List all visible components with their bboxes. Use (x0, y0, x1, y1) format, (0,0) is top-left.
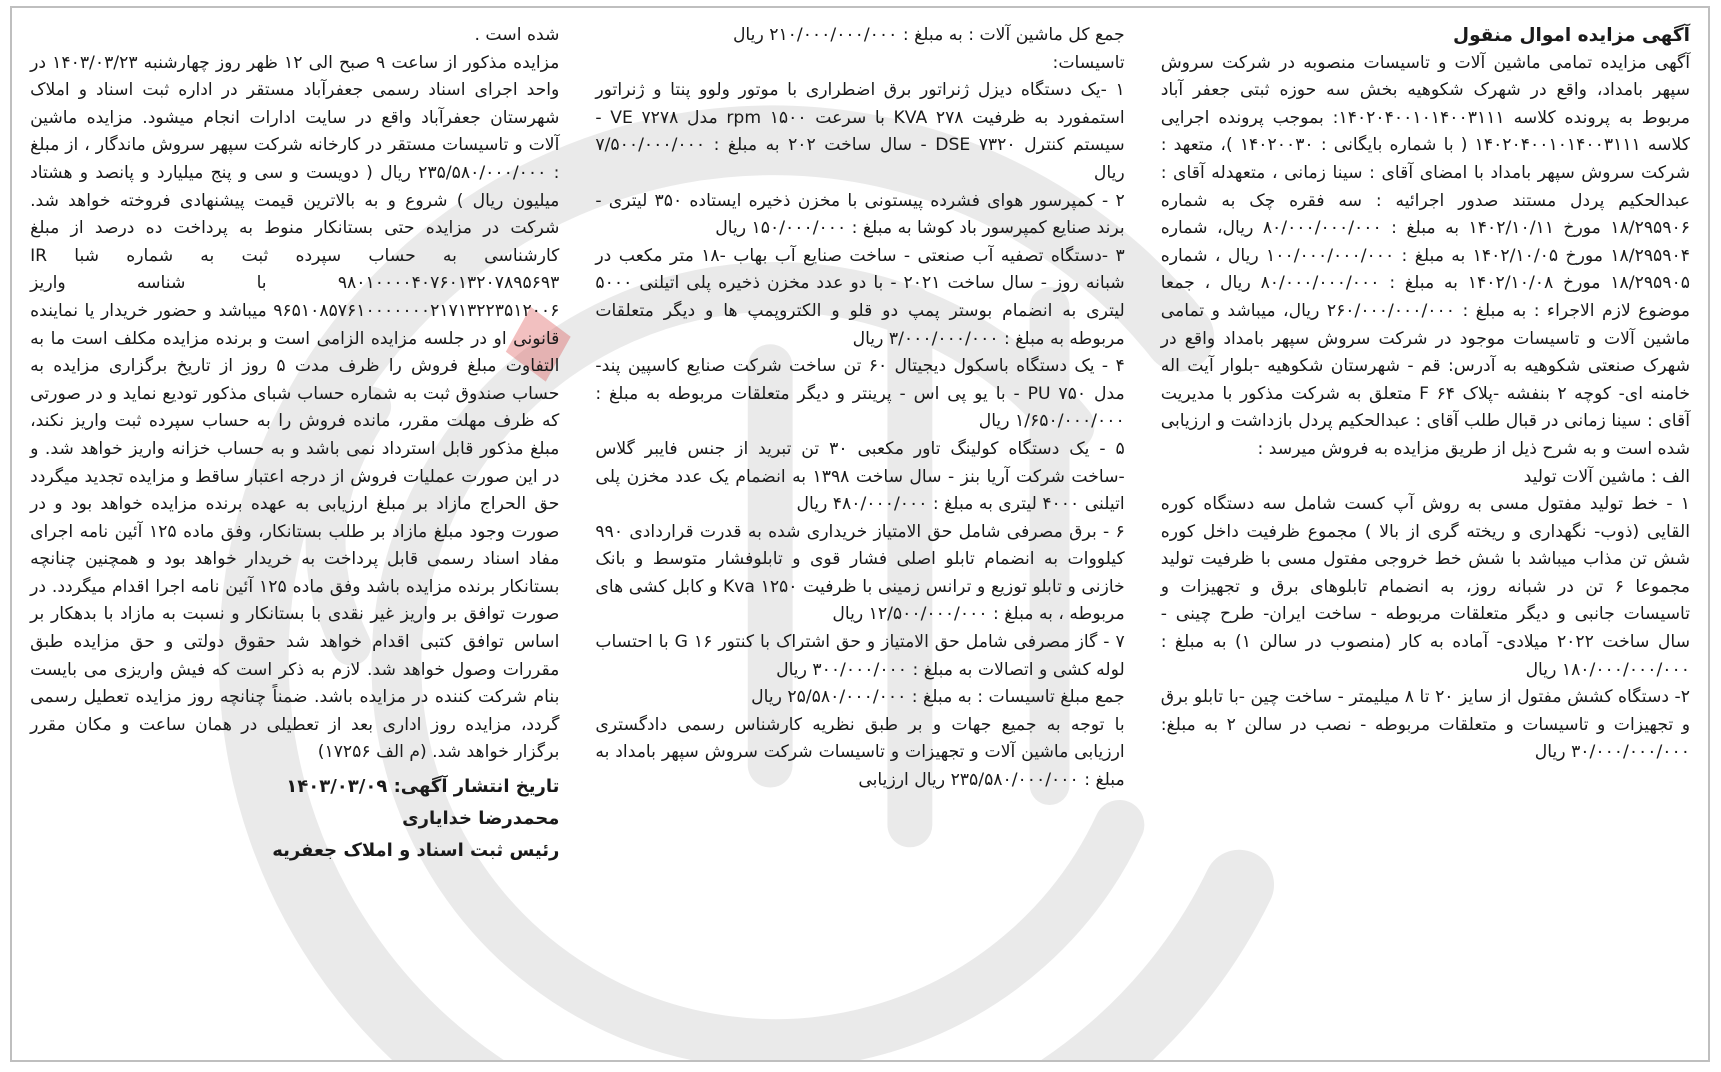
facilities-total: جمع مبلغ تاسیسات : به مبلغ : ۲۵/۵۸۰/۰۰۰/۰۰۰ ریال (751, 687, 1125, 708)
facility-item-2: ۲ - کمپرسور هوای فشرده پیستونی با مخزن ذخیره ایستاده ۳۵۰ لیتری - برند صنایع کمپرسور باد کوشا به مبلغ : ۱۵۰/۰۰۰/۰۰۰ ریال (595, 190, 1125, 239)
column-left (12, 8, 577, 1060)
facility-item-4: ۴ - یک دستگاه باسکول دیجیتال ۶۰ تن ساخت شرکت صنایع کاسپین پند- مدل PU ۷۵۰ - با یو پی اس - پرینتر و دیگر متعلقات مربوطه به مبلغ : ۱/۶۵۰/۰۰۰/۰۰۰ ریال (595, 356, 1125, 432)
facility-item-1: ۱ -یک دستگاه دیزل ژنراتور برق اضطراری با موتور ولوو پنتا و ژنراتور استمفورد به ظرفیت KVA ۲۷۸ با سرعت rpm ۱۵۰۰ مدل ۷۲۷۸ VE - سیستم کنترل DSE ۷۳۲۰ - سال ساخت ۲۰۲ به مبلغ : ۷/۵۰۰/۰۰۰/۰۰۰ ریال (595, 80, 1125, 183)
terms-paragraph: مزایده مذکور از ساعت ۹ صبح الی ۱۲ ظهر روز چهارشنبه ۱۴۰۳/۰۳/۲۳ در واحد اجرای اسناد رسمی جعفرآباد مستقر در اداره ثبت اسناد و املاک شهرستان جعفرآباد واقع در سایت ادارات انجام میشود. مزایده ماشین آلات و تاسیسات مستقر در کارخانه شرکت سپهر سروش ماندگار ، از مبلغ : ۲۳۵/۵۸۰/۰۰۰/۰۰۰ ریال ( دویست و سی و پنج میلیارد و پانصد و هشتاد میلیون ریال ) شروع و به بالاترین قیمت پیشنهادی فروخته خواهد شد. شرکت در مزایده حتی بستانکار منوط به پرداخت ده درصد از مبلغ کارشناسی به حساب سپرده ثبت به شماره شبا IR ۹۸۰۱۰۰۰۰۴۰۷۶۰۱۳۲۰۷۸۹۵۶۹۳ با شناسه واریز ۹۶۵۱۰۸۵۷۶۱۰۰۰۰۰۰۰۲۱۷۱۳۲۲۳۵۱۲۰۰۶ میباشد و حضور خریدار یا نماینده قانونی او در جلسه مزایده الزامی است و برنده مزایده مکلف است ما به التفاوت مبلغ فروش را ظرف مدت ۵ روز از تاریخ برگزاری مزایده به حساب صندوق ثبت به شماره حساب شبای مذکور تودیع نماید و در صورتی که ظرف مهلت مقرر، مانده فروش را به حساب سپرده ثبت واریز نکند، مبلغ مذکور قابل استرداد نمی باشد و به حساب خزانه واریز خواهد شد. و در این صورت عملیات فروش از درجه اعتبار ساقط و مزایده تجدید میگردد حق الحراج مازاد بر مبلغ ارزیابی به عهده برنده مزایده خواهد بود و در صورت وجود مبلغ مازاد بر طلب بستانکار، وفق ماده ۱۲۵ آئین نامه اجرای مفاد اسناد رسمی قابل پرداخت به خریدار خواهد بود و همچنین چنانچه بستانکار برنده مزایده باشد وفق ماده ۱۲۵ آئین نامه اجرا اقدام میگردد. در صورت توافق بر واریز غیر نقدی با بستانکار و نسبت به مازاد با بدهکار بر اساس توافق کتبی اقدام خواهد شد حقوق دولتی و حق مزایده طبق مقررات وصول خواهد شد. لازم به ذکر است که فیش واریزی می بایست بنام شرکت کننده در مزایده باشد. ضمناً چنانچه روز مزایده تعطیل رسمی گردد، مزایده روز اداری بعد از تعطیلی در همان ساعت و مکان مقرر برگزار خواهد شد. (م الف ۱۷۲۵۶) (30, 52, 560, 763)
appraisal-paragraph: با توجه به جمیع جهات و بر طبق نظریه کارشناس رسمی دادگستری ارزیابی ماشین آلات و تجهیزات و تاسیسات شرکت سروش سپهر بامداد به مبلغ : ۲۳۵/۵۸۰/۰۰۰/۰۰۰ ریال ارزیابی (595, 714, 1125, 791)
facility-item-3: ۳ -دستگاه تصفیه آب صنعتی - ساخت صنایع آب بهاب -۱۸ متر مکعب در شبانه روز - سال ساخت ۲۰۲۱ - با دو عدد مخزن ذخیره پلی اتیلنی ۵۰۰۰ لیتری به انضمام بوستر پمپ دو قلو و الکتروپمپ ها و دیگر متعلقات مربوطه به مبلغ : ۳/۰۰۰/۰۰۰/۰۰۰ ریال (595, 245, 1125, 349)
machinery-item-1: ۱ - خط تولید مفتول مسی به روش آپ کست شامل سه دستگاه کوره القایی (ذوب- نگهداری و ریخته گری از بالا ) مجموع ظرفیت داخل کوره شش تن مذاب میباشد با شش خط خروجی مفتول مسی با ظرفیت تولید مجموعا ۶ تن در شبانه روز، به انضمام تابلوهای برق و تجهیزات و تاسیسات جانبی و دیگر متعلقات مربوطه - ساخت ایران- طرح چینی - سال ساخت ۲۰۲۲ میلادی- آماده به کار (منصوب در سالن ۱) به مبلغ : ۱۸۰/۰۰۰/۰۰۰/۰۰۰ ریال (1160, 494, 1691, 680)
column-middle (577, 8, 1142, 1060)
notice-title: آگهی مزایده اموال منقول (1453, 25, 1690, 46)
section-heading-machinery: الف : ماشین آلات تولید (1523, 466, 1690, 487)
machinery-item-2: ۲- دستگاه کشش مفتول از سایز ۲۰ تا ۸ میلیمتر - ساخت چین -با تابلو برق و تجهیزات و تاسیسات و متعلقات مربوطه - نصب در سالن ۲ به مبلغ: ۳۰/۰۰۰/۰۰۰/۰۰۰ ریال (1160, 687, 1690, 763)
publish-date: تاریخ انتشار آگهی: ۱۴۰۳/۰۳/۰۹ (286, 776, 560, 798)
facility-item-5: ۵ - یک دستگاه کولینگ تاور مکعبی ۳۰ تن تبرید از جنس فایبر گلاس -ساخت شرکت آریا بنز - سال ساخت ۱۳۹۸ به انضمام یک عدد مخزن پلی اتیلنی ۴۰۰۰ لیتری به مبلغ : ۴۸۰/۰۰۰/۰۰۰ ریال (595, 438, 1125, 515)
signature-block (30, 771, 559, 867)
column-right (1143, 8, 1708, 1060)
facility-item-7: ۷ - گاز مصرفی شامل حق الامتیاز و حق اشتراک با کنتور G ۱۶ با احتساب لوله کشی و اتصالات به مبلغ : ۳۰۰/۰۰۰/۰۰۰ ریال (595, 632, 1125, 680)
signatory-name: محمدرضا خدایاری (402, 808, 560, 830)
columns (12, 8, 1708, 1060)
signatory-office: رئیس ثبت اسناد و املاک جعفریه (272, 840, 560, 862)
facility-item-6: ۶ - برق مصرفی شامل حق الامتیاز خریداری شده به قدرت قراردادی ۹۹۰ کیلووات به انضمام تابلو اصلی فشار قوی و تابلوفشار متوسط و بانک خازنی و تابلو توزیع و ترانس زمینی با ظرفیت ۱۲۵۰ Kva و کابل کشی های مربوطه ، به مبلغ : ۱۲/۵۰۰/۰۰۰/۰۰۰ ریال (595, 521, 1125, 625)
machinery-total: جمع کل ماشین آلات : به مبلغ : ۲۱۰/۰۰۰/۰۰۰/۰۰۰ ریال (732, 25, 1125, 45)
intro-paragraph: آگهی مزایده تمامی ماشین آلات و تاسیسات منصوبه در شرکت سروش سپهر بامداد، واقع در شهرک شکوهیه بخش سه حوزه ثبتی جعفر آباد مربوط به پرونده کلاسه ۱۴۰۲۰۴۰۰۱۰۱۴۰۰۳۱۱۱: بموجب پرونده اجرایی کلاسه ۱۴۰۲۰۴۰۰۱۰۱۴۰۰۳۱۱۱ ( با شماره بایگانی : ۱۴۰۲۰۰۳۰ )، متعهد : شرکت سروش سپهر بامداد با امضای آقای : سینا زمانی ، متعهدله آقای : عبدالحکیم پردل مستند صدور اجرائیه : سه فقره چک به شماره ۱۸/۲۹۵۹۰۶ مورخ ۱۴۰۲/۱۰/۱۱ به مبلغ : ۸۰/۰۰۰/۰۰۰/۰۰۰ ریال، شماره ۱۸/۲۹۵۹۰۴ مورخ ۱۴۰۲/۱۰/۰۵ به مبلغ : ۱۰۰/۰۰۰/۰۰۰/۰۰۰ ریال ، شماره ۱۸/۲۹۵۹۰۵ مورخ ۱۴۰۲/۱۰/۰۸ به مبلغ : ۸۰/۰۰۰/۰۰۰/۰۰۰ ریال ، جمعا موضوع لازم الاجراء : به مبلغ : ۲۶۰/۰۰۰/۰۰۰/۰۰۰ ریال، میباشد و تمامی ماشین آلات و تاسیسات موجود در شرکت سروش سپهر بامداد واقع در شهرک صنعتی شکوهیه به آدرس: قم - شهرستان شکوهیه -بلوار آیت اله خامنه ای- کوچه ۲ بنفشه -پلاک F ۶۴ متعلق به شرکت مذکور با مدیریت آقای : سینا زمانی در قبال طلب آقای : عبدالحکیم پردل بازداشت و ارزیابی شده است و به شرح ذیل از طریق مزایده به فروش میرسد : (1160, 52, 1690, 459)
continuation-text: شده است . (474, 25, 560, 45)
section-heading-facilities: تاسیسات: (1052, 52, 1125, 73)
notice-frame (10, 6, 1710, 1062)
